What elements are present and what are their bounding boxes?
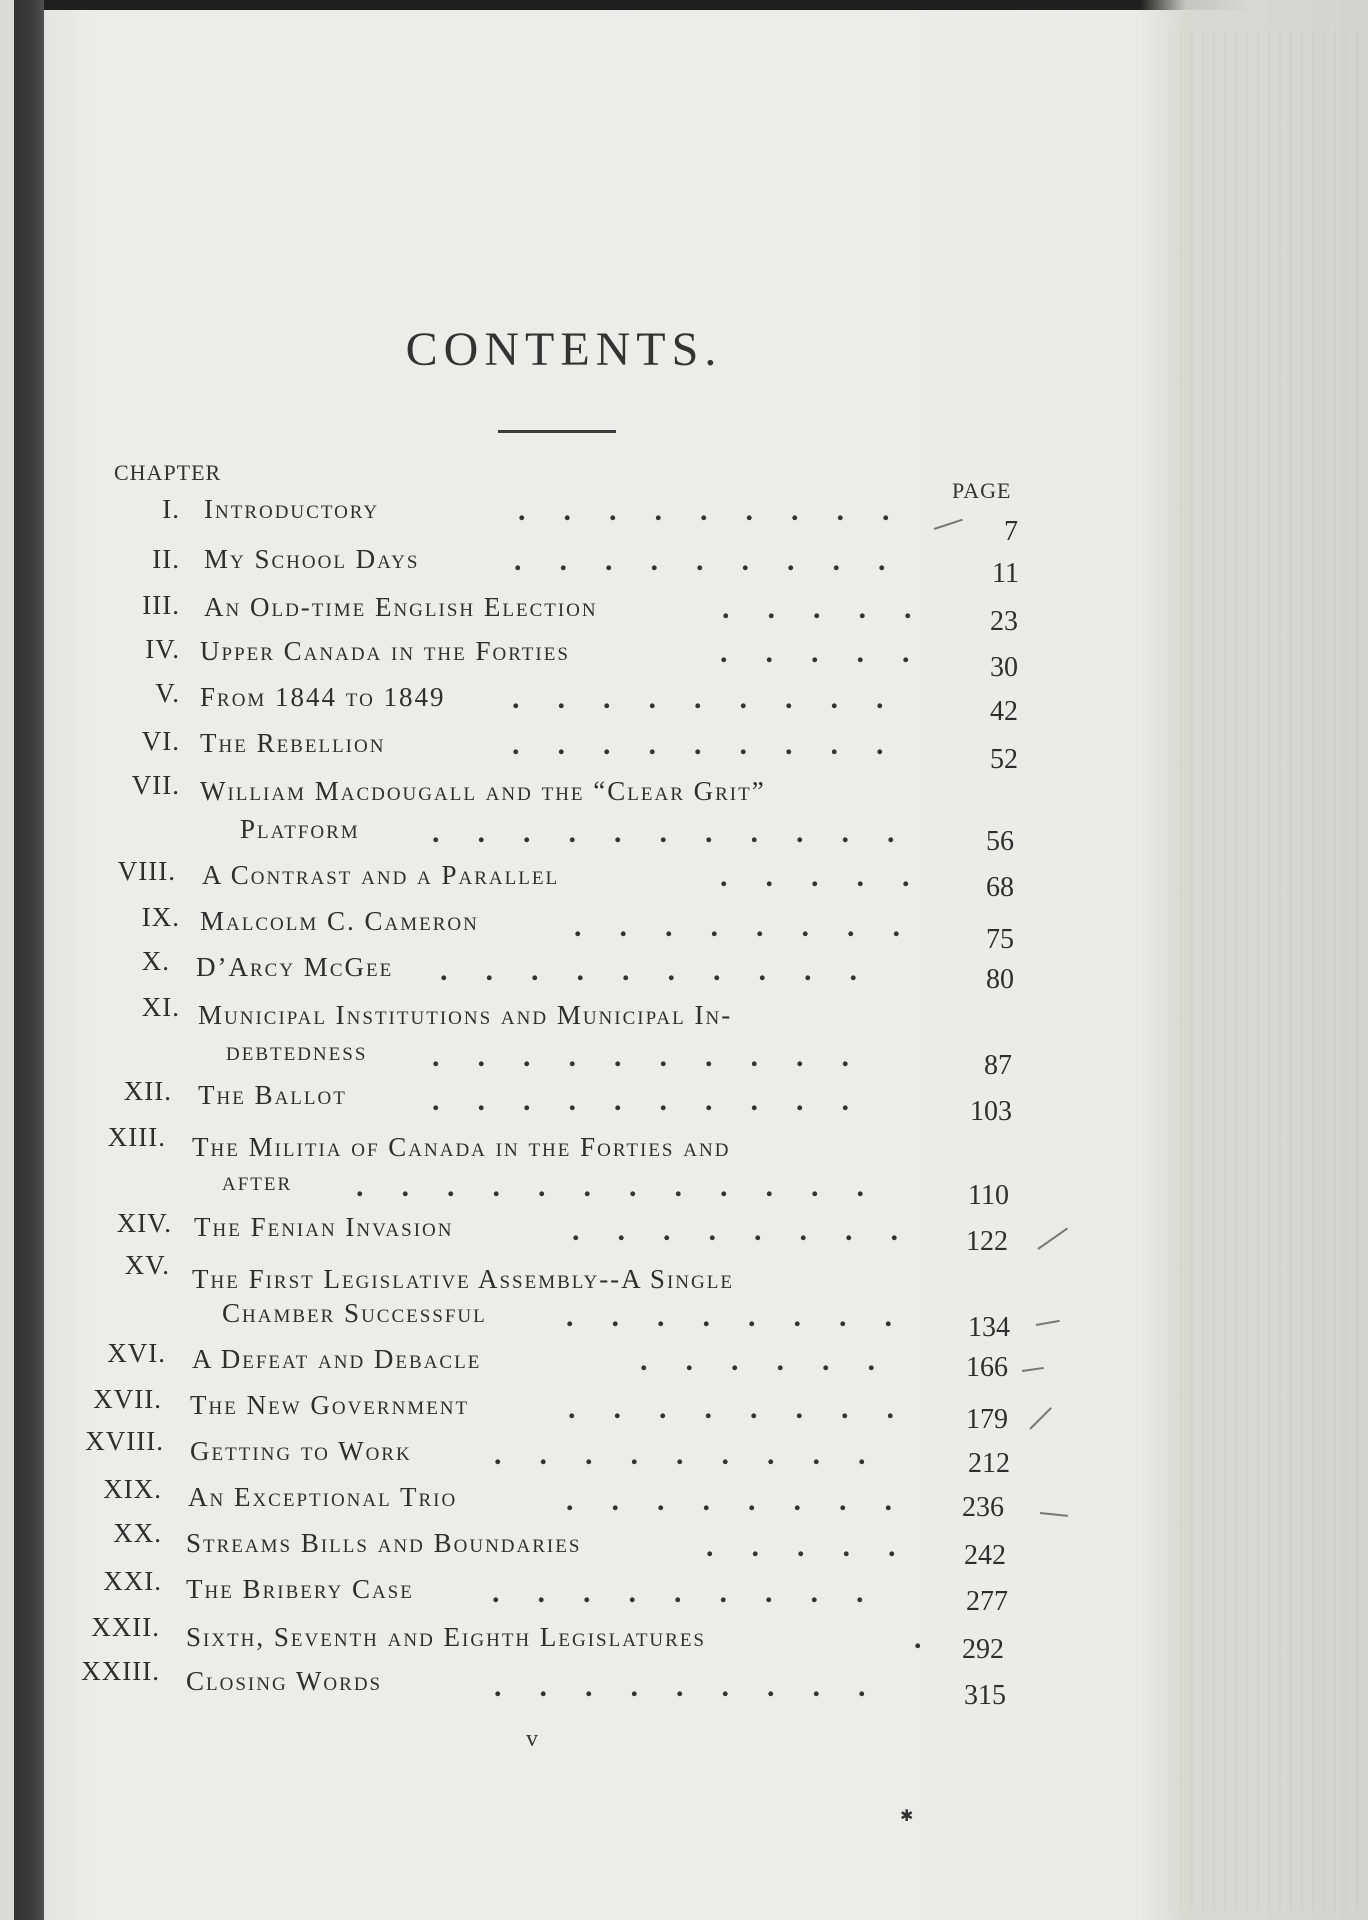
- toc-chapter-number: XIII.: [107, 1122, 166, 1152]
- chapter-column-header: CHAPTER: [114, 460, 222, 485]
- toc-chapter-title: The Fenian Invasion: [194, 1212, 454, 1242]
- page-title: CONTENTS.: [405, 323, 723, 376]
- toc-chapter-number: XII.: [123, 1076, 172, 1106]
- toc-chapter-number: XXIII.: [81, 1656, 160, 1686]
- toc-leader-dots: ........: [566, 1484, 930, 1517]
- toc-leader-dots: .........: [494, 1438, 904, 1471]
- toc-leader-dots: ...........: [432, 816, 933, 849]
- toc-chapter-number: III.: [142, 590, 180, 620]
- toc-page-number: 56: [986, 826, 1014, 857]
- toc-page-number: 7: [1004, 516, 1018, 547]
- toc-leader-dots: ........: [574, 910, 938, 943]
- previous-page-edge: [0, 0, 14, 1920]
- toc-chapter-title: An Old-time English Election: [204, 592, 598, 622]
- toc-leader-dots: ........: [568, 1392, 932, 1425]
- toc-chapter-title-continued: Chamber Successful: [222, 1298, 487, 1328]
- toc-page-number: 134: [968, 1312, 1010, 1343]
- toc-chapter-title: Closing Words: [186, 1666, 383, 1696]
- toc-chapter-number: IV.: [145, 634, 180, 664]
- toc-chapter-title-continued: after: [222, 1166, 293, 1196]
- toc-chapter-number: XIX.: [103, 1474, 162, 1504]
- toc-chapter-number: VI.: [141, 726, 180, 756]
- toc-chapter-number: XXI.: [103, 1566, 162, 1596]
- toc-chapter-number: XVII.: [93, 1384, 162, 1414]
- toc-chapter-title: The Rebellion: [200, 728, 386, 758]
- toc-chapter-number: XIV.: [116, 1208, 172, 1238]
- title-rule: [498, 430, 616, 433]
- toc-chapter-number: XXII.: [91, 1612, 160, 1642]
- toc-chapter-title: A Contrast and a Parallel: [202, 860, 560, 890]
- stray-mark: ✱: [900, 1806, 914, 1825]
- toc-page-number: 52: [990, 744, 1018, 775]
- toc-chapter-number: XI.: [141, 992, 180, 1022]
- toc-chapter-title: Upper Canada in the Forties: [200, 636, 570, 666]
- toc-chapter-number: VII.: [131, 770, 180, 800]
- toc-chapter-title: An Exceptional Trio: [188, 1482, 458, 1512]
- toc-page-number: 212: [968, 1448, 1010, 1479]
- toc-chapter-number: I.: [162, 494, 180, 524]
- toc-page-number: 292: [962, 1634, 1004, 1665]
- toc-chapter-number: XVIII.: [85, 1426, 164, 1456]
- toc-chapter-number: X.: [141, 946, 170, 976]
- toc-leader-dots: .....: [720, 860, 948, 893]
- toc-chapter-title: The Bribery Case: [186, 1574, 414, 1604]
- toc-chapter-number: XX.: [113, 1518, 162, 1548]
- toc-page-number: 236: [962, 1492, 1004, 1523]
- toc-leader-dots: .........: [512, 682, 922, 715]
- toc-leader-dots: ..........: [432, 1040, 887, 1073]
- toc-leader-dots: .........: [518, 494, 928, 527]
- toc-leader-dots: ......: [640, 1344, 913, 1377]
- toc-page-number: 80: [986, 964, 1014, 995]
- toc-leader-dots: ..........: [432, 1084, 887, 1117]
- toc-page-number: 110: [968, 1180, 1009, 1211]
- toc-page-number: 23: [990, 606, 1018, 637]
- page-column-header: PAGE: [952, 478, 1012, 503]
- toc-chapter-title: Municipal Institutions and Municipal In-: [198, 1000, 733, 1030]
- toc-chapter-number: IX.: [141, 902, 180, 932]
- toc-chapter-title: William Macdougall and the “Clear Grit”: [200, 776, 766, 806]
- toc-leader-dots: .........: [492, 1576, 902, 1609]
- toc-page-number: 68: [986, 872, 1014, 903]
- toc-leader-dots: .....: [722, 592, 950, 625]
- toc-leader-dots: ........: [566, 1300, 930, 1333]
- toc-leader-dots: ........: [572, 1214, 936, 1247]
- toc-page-number: 103: [970, 1096, 1012, 1127]
- toc-page-number: 242: [964, 1540, 1006, 1571]
- toc-page-number: 166: [966, 1352, 1008, 1383]
- toc-page-number: 42: [990, 696, 1018, 727]
- toc-page-number: 122: [966, 1226, 1008, 1257]
- toc-chapter-number: II.: [152, 544, 180, 574]
- toc-page-number: 179: [966, 1404, 1008, 1435]
- toc-leader-dots: .........: [512, 728, 922, 761]
- toc-chapter-title: Sixth, Seventh and Eighth Legislatures: [186, 1622, 706, 1652]
- toc-chapter-title-continued: debtedness: [226, 1036, 368, 1066]
- toc-chapter-title: The Militia of Canada in the Forties and: [192, 1132, 731, 1162]
- toc-leader-dots: .........: [514, 544, 924, 577]
- toc-chapter-number: XV.: [124, 1250, 170, 1280]
- toc-leader-dots: ............: [356, 1170, 902, 1203]
- toc-chapter-title: My School Days: [204, 544, 420, 574]
- toc-leader-dots: .....: [706, 1530, 934, 1563]
- toc-chapter-title: The Ballot: [198, 1080, 347, 1110]
- toc-page-number: 11: [992, 558, 1019, 589]
- toc-chapter-title: The New Government: [190, 1390, 470, 1420]
- toc-chapter-title: D’Arcy McGee: [196, 952, 394, 982]
- page-folio: v: [526, 1726, 538, 1752]
- toc-leader-dots: .: [914, 1622, 960, 1655]
- page-stack-lines: [1160, 30, 1360, 1910]
- toc-leader-dots: .....: [720, 636, 948, 669]
- toc-chapter-title: Malcolm C. Cameron: [200, 906, 479, 936]
- toc-leader-dots: .........: [494, 1670, 904, 1703]
- toc-page-number: 75: [986, 924, 1014, 955]
- toc-chapter-title: The First Legislative Assembly--A Single: [192, 1264, 734, 1294]
- toc-chapter-title: Streams Bills and Boundaries: [186, 1528, 582, 1558]
- toc-chapter-number: V.: [155, 678, 180, 708]
- toc-leader-dots: ..........: [440, 954, 895, 987]
- toc-page-number: 87: [984, 1050, 1012, 1081]
- toc-chapter-title: Introductory: [204, 494, 380, 524]
- toc-chapter-title: A Defeat and Debacle: [192, 1344, 482, 1374]
- toc-page-number: 315: [964, 1680, 1006, 1711]
- toc-chapter-title-continued: Platform: [240, 814, 360, 844]
- toc-page-number: 277: [966, 1586, 1008, 1617]
- toc-chapter-title: From 1844 to 1849: [200, 682, 446, 712]
- toc-page-number: 30: [990, 652, 1018, 683]
- toc-chapter-number: XVI.: [107, 1338, 166, 1368]
- toc-chapter-title: Getting to Work: [190, 1436, 412, 1466]
- toc-chapter-number: VIII.: [117, 856, 176, 886]
